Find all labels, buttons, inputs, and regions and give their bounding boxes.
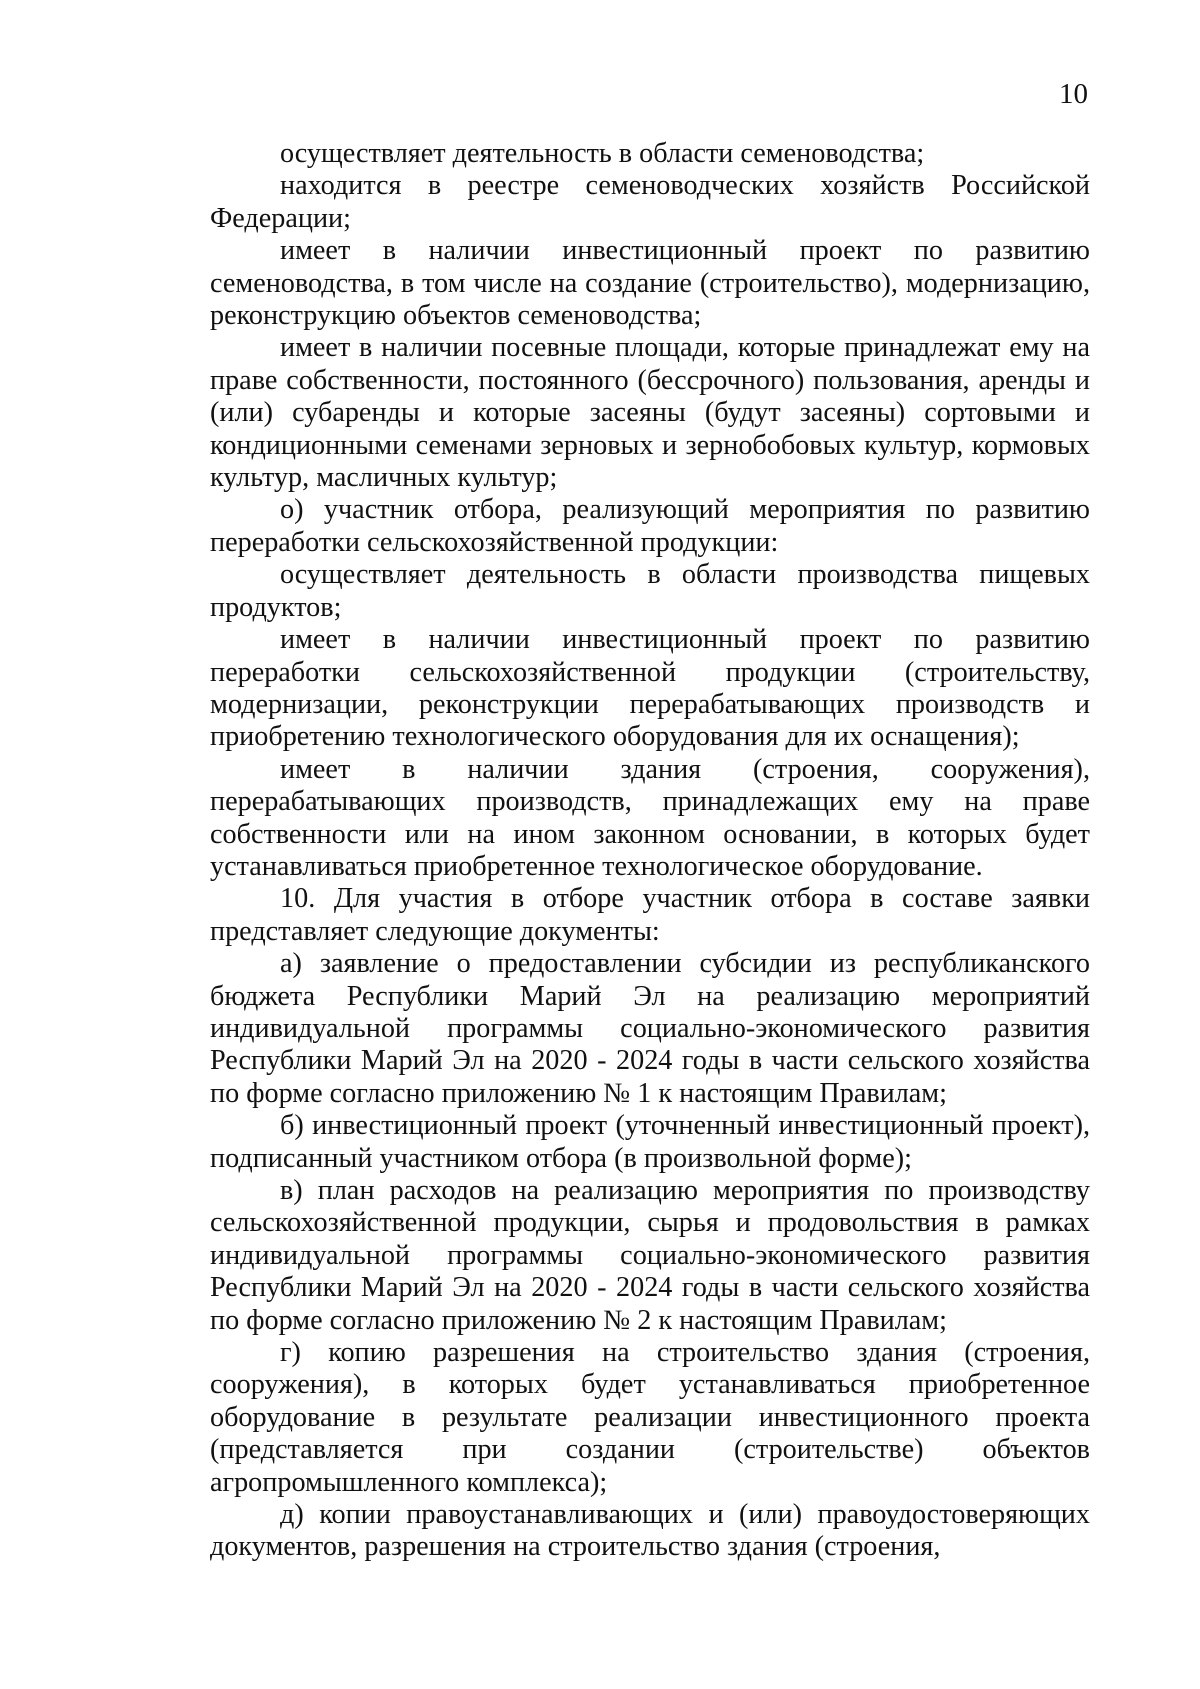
paragraph: имеет в наличии посевные площади, которые принадлежат ему на праве собственности, постоянного (бессрочного) пользования, аренды и (или) субаренды и которые засеяны (будут засеяны) сортовыми и кондиционными семенами зерновых и зернобобовых культур, кормовых культур, масличных культур; <box>210 332 1090 494</box>
paragraph: д) копии правоустанавливающих и (или) правоудостоверяющих документов, разрешения на строительство здания (строения, <box>210 1499 1090 1563</box>
page-number: 10 <box>1059 78 1088 110</box>
paragraph: осуществляет деятельность в области семеноводства; <box>280 138 925 169</box>
paragraph: имеет в наличии инвестиционный проект по развитию переработки сельскохозяйственной продукции (строительству, модернизации, реконструкции перерабатывающих производств и приобретению технологического оборудования для их оснащения); <box>210 624 1090 753</box>
paragraph: 10. Для участия в отборе участник отбора в составе заявки представляет следующие документы: <box>210 883 1090 947</box>
paragraph: имеет в наличии здания (строения, сооружения), перерабатывающих производств, принадлежащих ему на праве собственности или на ином законном основании, в которых будет устанавливаться приобретенное технологическое оборудование. <box>210 753 1090 882</box>
paragraph: в) план расходов на реализацию мероприятия по производству сельскохозяйственной продукции, сырья и продовольствия в рамках индивидуальной программы социально-экономического развития Республики Марий Эл на 2020 - 2024 годы в части сельского хозяйства по форме согласно приложению № 2 к настоящим Правилам; <box>210 1175 1090 1336</box>
paragraph: находится в реестре семеноводческих хозяйств Российской Федерации; <box>210 170 1090 234</box>
document-body <box>210 138 1090 1564</box>
paragraph: о) участник отбора, реализующий мероприятия по развитию переработки сельскохозяйственной продукции: <box>210 494 1090 558</box>
paragraph: осуществляет деятельность в области производства пищевых продуктов; <box>210 559 1090 623</box>
paragraph: г) копию разрешения на строительство здания (строения, сооружения), в которых будет устанавливаться приобретенное оборудование в результате реализации инвестиционного проекта (представляется при создании (строительстве) объектов агропромышленного комплекса); <box>210 1337 1090 1498</box>
paragraph: имеет в наличии инвестиционный проект по развитию семеноводства, в том числе на создание (строительство), модернизацию, реконструкцию объектов семеноводства; <box>210 235 1090 332</box>
paragraph: а) заявление о предоставлении субсидии из республиканского бюджета Республики Марий Эл на реализацию мероприятий индивидуальной программы социально-экономического развития Республики Марий Эл на 2020 - 2024 годы в части сельского хозяйства по форме согласно приложению № 1 к настоящим Правилам; <box>210 948 1090 1109</box>
paragraph: б) инвестиционный проект (уточненный инвестиционный проект), подписанный участником отбора (в произвольной форме); <box>210 1110 1090 1174</box>
